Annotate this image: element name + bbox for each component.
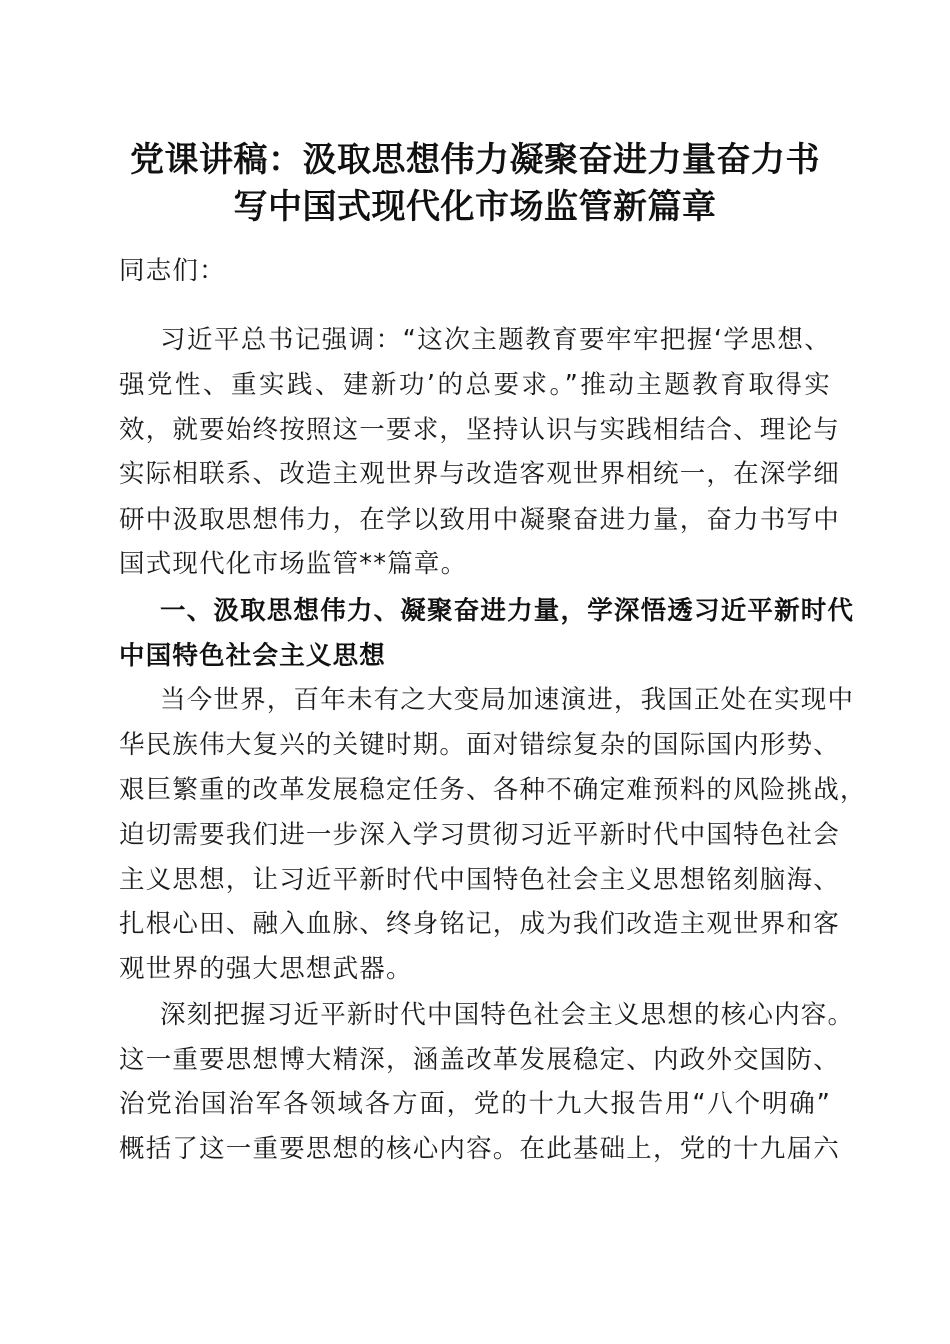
paragraph-line: 扎根心田、融入血脉、终身铭记，成为我们改造主观世界和客 [119, 909, 840, 939]
paragraph-line: 习近平总书记强调：“这次主题教育要牢牢把握‘学思想、 [160, 325, 831, 355]
paragraph-line: 效，就要始终按照这一要求，坚持认识与实践相结合、理论与 [119, 415, 840, 445]
paragraph-line: 研中汲取思想伟力，在学以致用中凝聚奋进力量，奋力书写中 [119, 505, 840, 535]
paragraph-line: 这一重要思想博大精深，涵盖改革发展稳定、内政外交国防、 [119, 1045, 840, 1075]
paragraph-line: 国式现代化市场监管**篇章。 [119, 549, 468, 579]
paragraph-line: 主义思想，让习近平新时代中国特色社会主义思想铭刻脑海、 [119, 865, 840, 895]
paragraph-line: 华民族伟大复兴的关键时期。面对错综复杂的国际国内形势、 [119, 730, 840, 760]
salutation: 同志们： [119, 256, 226, 286]
paragraph-line: 深刻把握习近平新时代中国特色社会主义思想的核心内容。 [160, 1000, 855, 1030]
paragraph-line: 艰巨繁重的改革发展稳定任务、各种不确定难预料的风险挑战， [119, 775, 867, 805]
paragraph-line: 实际相联系、改造主观世界与改造客观世界相统一，在深学细 [119, 459, 840, 489]
section-heading-line: 一、汲取思想伟力、凝聚奋进力量，学深悟透习近平新时代 [160, 596, 855, 626]
section-heading-line: 中国特色社会主义思想 [119, 641, 387, 671]
paragraph-line: 概括了这一重要思想的核心内容。在此基础上，党的十九届六 [119, 1134, 840, 1164]
document-title-line-2: 写中国式现代化市场监管新篇章 [233, 187, 717, 227]
paragraph-line: 强党性、重实践、建新功’的总要求。”推动主题教育取得实 [119, 370, 831, 400]
paragraph-line: 当今世界，百年未有之大变局加速演进，我国正处在实现中 [160, 685, 855, 715]
document-title-line-1: 党课讲稿：汲取思想伟力凝聚奋进力量奋力书 [130, 140, 820, 180]
paragraph-line: 治党治国治军各领域各方面，党的十九大报告用“八个明确” [119, 1089, 831, 1119]
paragraph-line: 迫切需要我们进一步深入学习贯彻习近平新时代中国特色社会 [119, 820, 840, 850]
paragraph-line: 观世界的强大思想武器。 [119, 954, 413, 984]
